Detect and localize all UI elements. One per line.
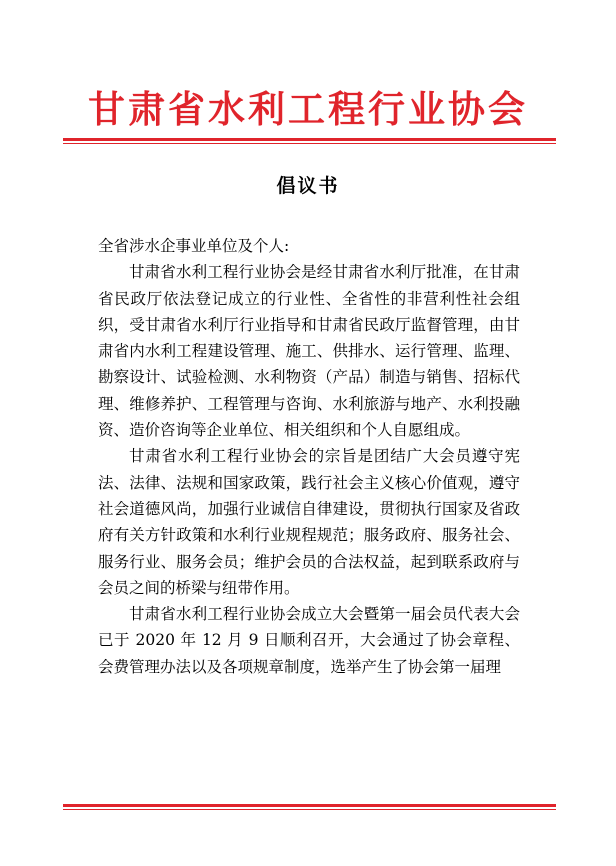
document-body	[98, 233, 520, 680]
salutation: 全省涉水企事业单位及个人:	[98, 237, 290, 255]
paragraph-3: 甘肃省水利工程行业协会成立大会暨第一届会员代表大会已于 2020 年 12 月 9 日顺利召开，大会通过了协会章程、会费管理办法以及各项规章制度，选举产生了协会第一届理	[98, 605, 520, 676]
letterhead-title: 甘肃省水利工程行业协会	[88, 88, 528, 131]
document-title: 倡议书	[276, 175, 340, 197]
footer-rule	[63, 804, 556, 810]
paragraph-1: 甘肃省水利工程行业协会是经甘肃省水利厅批准，在甘肃省民政厅依法登记成立的行业性、全省性的非营利性社会组织，受甘肃省水利厅行业指导和甘肃省民政厅监督管理，由甘肃省内水利工程建设管理、施工、供排水、运行管理、监理、勘察设计、试验检测、水利物资（产品）制造与销售、招标代理、维修养护、工程管理与咨询、水利旅游与地产、水利投融资、造价咨询等企业单位、相关组织和个人自愿组成。	[98, 263, 520, 440]
paragraph-2: 甘肃省水利工程行业协会的宗旨是团结广大会员遵守宪法、法律、法规和国家政策，践行社会主义核心价值观，遵守社会道德风尚，加强行业诚信自律建设，贯彻执行国家及省政府有关方针政策和水利行业规程规范；服务政府、服务社会、服务行业、服务会员；维护会员的合法权益，起到联系政府与会员之间的桥梁与纽带作用。	[98, 447, 520, 597]
letterhead-top-rule	[63, 138, 556, 144]
